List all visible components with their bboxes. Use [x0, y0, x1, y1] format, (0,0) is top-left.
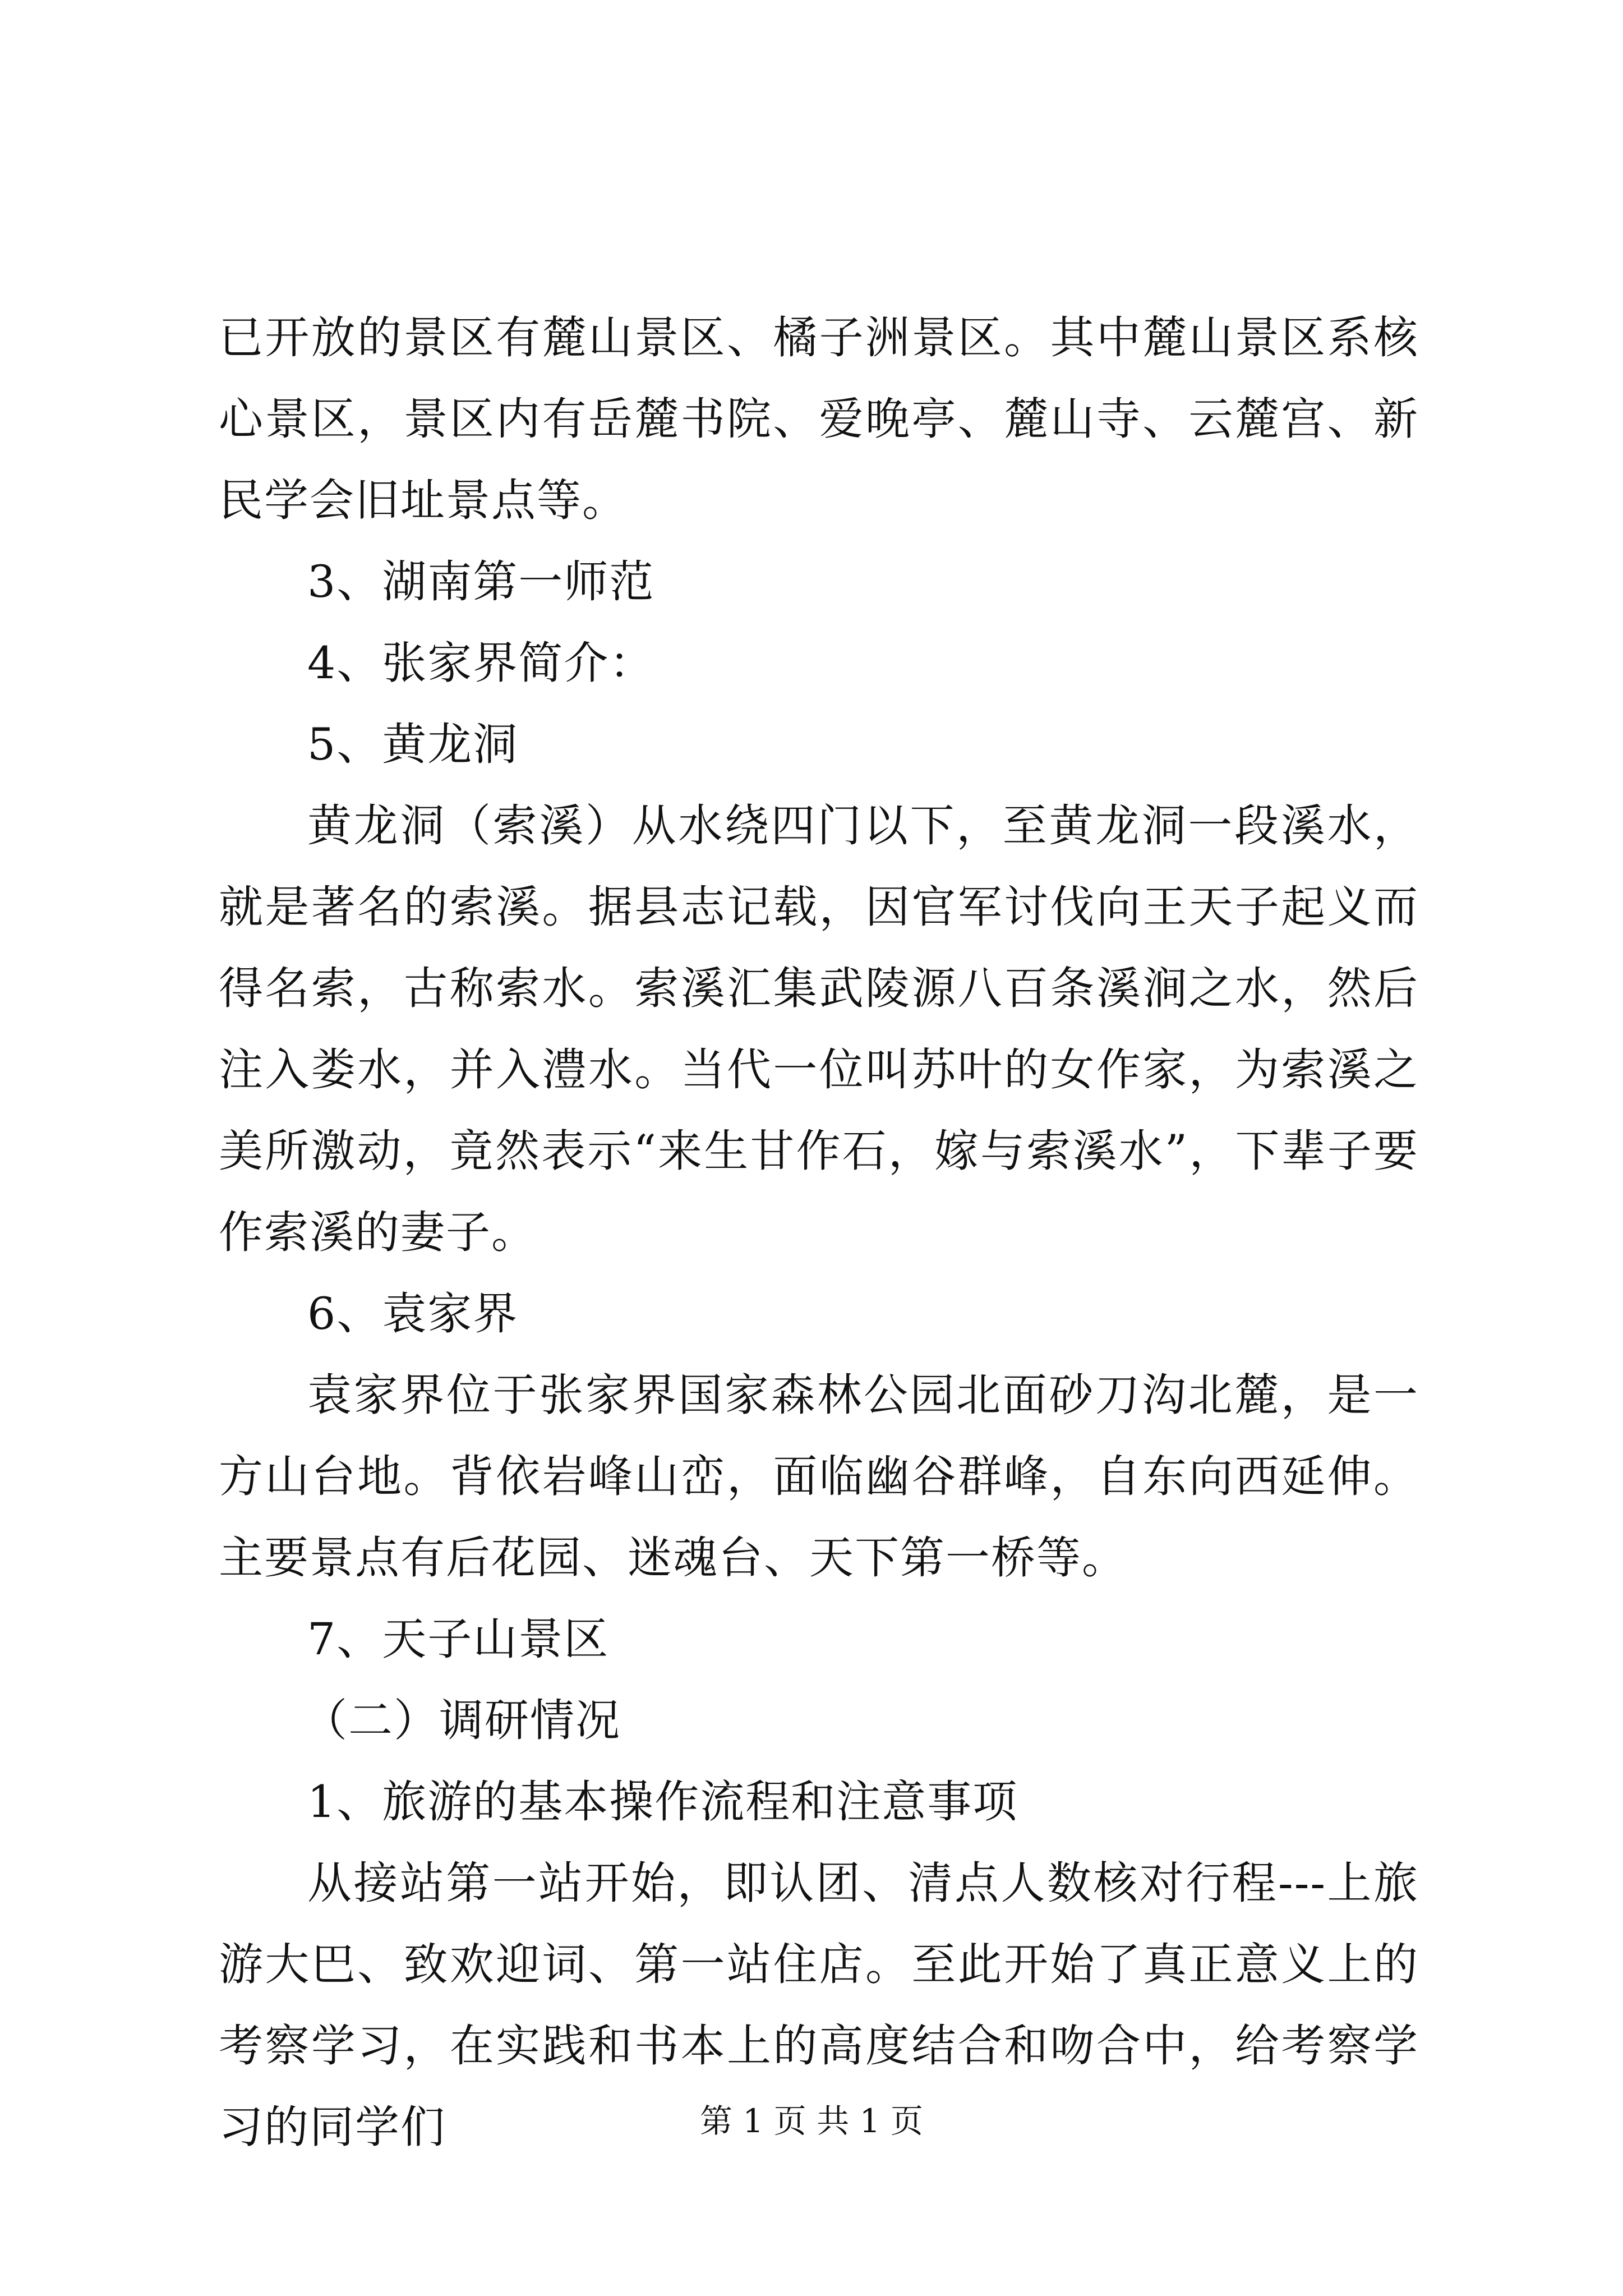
heading-hunan-first-normal: 3、湖南第一师范	[307, 556, 655, 608]
heading-tianzi-mountain: 7、天子山景区	[307, 1613, 610, 1665]
paragraph-tour-process: 从接站第一站开始，即认团、清点人数核对行程---上旅游大巴、致欢迎词、第一站住店。至此开始了真正意义上的考察学习，在实践和书本上的高度结合和吻合中，给考察学习的同学们	[219, 1857, 1419, 2153]
heading-tour-process: 1、旅游的基本操作流程和注意事项	[307, 1776, 1018, 1828]
heading-zhangjiajie-intro: 4、张家界简介：	[307, 637, 655, 689]
paragraph-yuanjiajie: 袁家界位于张家界国家森林公园北面砂刀沟北麓，是一方山台地。背依岩峰山峦，面临幽谷群峰，自东向西延伸。主要景点有后花园、迷魂台、天下第一桥等。	[219, 1369, 1419, 1584]
page-footer: 第 1 页 共 1 页	[700, 2102, 923, 2140]
paragraph-huanglong-cave: 黄龙洞（索溪）从水绕四门以下，至黄龙洞一段溪水，就是著名的索溪。据县志记载，因官军讨伐向王天子起义而得名索，古称索水。索溪汇集武陵源八百条溪涧之水，然后注入娄水，并入澧水。当代一位叫苏叶的女作家，为索溪之美所激动，竟然表示“来生甘作石，嫁与索溪水”，下辈子要作索溪的妻子。	[219, 800, 1419, 1258]
document-body	[219, 297, 1419, 2168]
heading-huanglong-cave: 5、黄龙洞	[307, 719, 519, 770]
paragraph-scenic-areas: 已开放的景区有麓山景区、橘子洲景区。其中麓山景区系核心景区，景区内有岳麓书院、爱晚亭、麓山寺、云麓宫、新民学会旧址景点等。	[219, 312, 1419, 526]
heading-survey-situation: （二）调研情况	[303, 1695, 621, 1746]
heading-yuanjiajie: 6、袁家界	[307, 1288, 519, 1340]
